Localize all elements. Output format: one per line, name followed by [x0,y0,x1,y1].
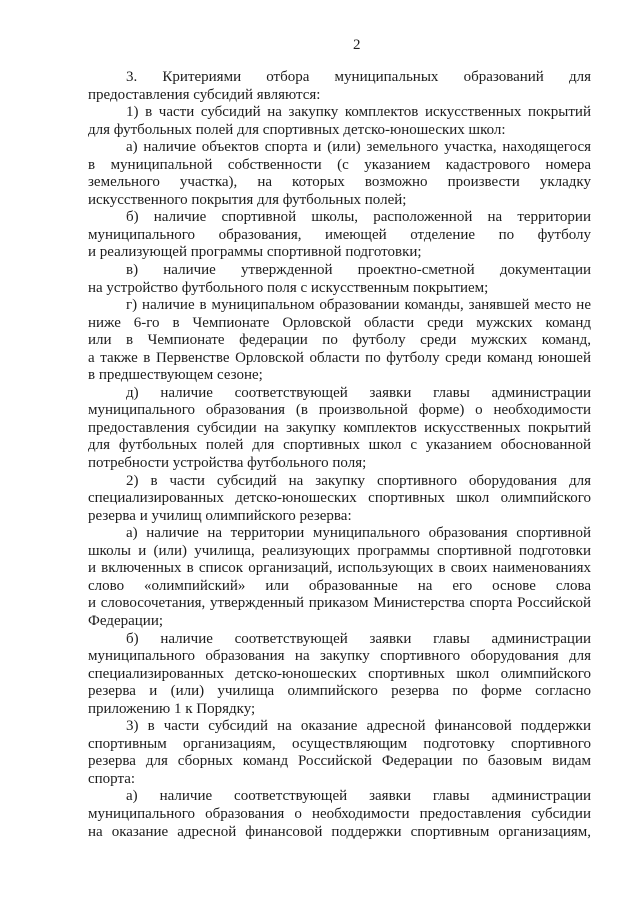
text-line: предоставления субсидии на закупку комплектов искусственных покрытий [88,419,591,436]
text-line: потребности устройства футбольного поля; [88,455,367,472]
text-line: 3) в части субсидий на оказание адресной финансовой поддержки [126,718,591,735]
paragraph [88,385,591,473]
paragraph [88,139,591,209]
text-line: для футбольных полей для спортивных детско-юношеских школ: [88,121,506,138]
text-line: а) наличие на территории муниципального образования спортивной [126,525,591,542]
text-line: на устройство футбольного поля с искусственным покрытием; [88,279,489,296]
text-line: предоставления субсидий являются: [88,86,321,103]
text-line: б) наличие соответствующей заявки главы администрации [126,630,591,647]
text-line: 3. Критериями отбора муниципальных образований для [126,69,591,85]
text-line: 1) в части субсидий на закупку комплектов искусственных покрытий [126,104,591,121]
paragraph [88,209,591,262]
text-line: а также в Первенстве Орловской области по футболу среди команд юношей [88,349,591,366]
text-line: 2) в части субсидий на закупку спортивного оборудования для [126,472,591,489]
text-line: резерва и училищ олимпийского резерва: [88,507,352,524]
text-line: ниже 6-го в Чемпионате Орловской области среди мужских команд [88,314,591,331]
text-line: муниципального образования (в произвольной форме) о необходимости [88,402,591,419]
text-line: а) наличие соответствующей заявки главы администрации [126,788,591,805]
paragraph [88,297,591,385]
text-line: и реализующей программы спортивной подготовки; [88,244,422,261]
paragraph [88,473,591,526]
text-line: спортивным организациям, осуществляющим подготовку спортивного [88,735,591,752]
text-line: для футбольных полей для спортивных школ с указанием обоснованной [88,437,591,454]
text-line: резерва для сборных команд Российской Федерации по базовым видам [88,753,591,770]
text-line: а) наличие объектов спорта и (или) земельного участка, находящегося [126,139,591,156]
text-line: приложению 1 к Порядку; [88,700,256,717]
paragraph [88,69,591,104]
paragraph [88,788,591,841]
text-line: в муниципальной собственности (с указанием кадастрового номера [88,156,591,173]
text-line: Федерации; [88,612,164,629]
text-line: земельного участка), на которых возможно произвести укладку [88,174,591,191]
text-line: школы и (или) училища, реализующих программы спортивной подготовки [88,542,591,559]
text-line: или в Чемпионате федерации по футболу среди мужских команд, [88,332,591,349]
text-line: специализированных детско-юношеских спортивных школ олимпийского [88,665,591,682]
text-line: муниципального образования о необходимости предоставления субсидии [88,805,591,822]
text-line: и включенных в список организаций, использующих в своих наименованиях [88,560,591,577]
paragraph [88,718,591,788]
page-number: 2 [353,37,361,53]
text-line: резерва и (или) училища олимпийского резерва по форме согласно [88,683,591,700]
text-line: в) наличие утвержденной проектно-сметной документации [126,262,591,279]
text-line: муниципального образования на закупку спортивного оборудования для [88,648,591,665]
text-line: специализированных детско-юношеских спортивных школ олимпийского [88,490,591,507]
text-line: муниципального образования, имеющей отделение по футболу [88,226,591,243]
document-body [88,69,591,841]
paragraph [88,262,591,297]
paragraph [88,525,591,630]
text-line: г) наличие в муниципальном образовании команды, занявшей место не [126,297,591,314]
text-line: на оказание адресной финансовой поддержки спортивным организациям, [88,823,591,840]
text-line: и словосочетания, утвержденный приказом Министерства спорта Российской [88,595,591,612]
paragraph [88,631,591,719]
text-line: слово «олимпийский» или образованные на его основе слова [88,577,591,594]
text-line: д) наличие соответствующей заявки главы администрации [126,384,591,401]
text-line: спорта: [88,770,136,787]
paragraph [88,104,591,139]
text-line: искусственного покрытия для футбольных полей; [88,191,407,208]
text-line: в предшествующем сезоне; [88,367,263,384]
text-line: б) наличие спортивной школы, расположенной на территории [126,209,591,226]
